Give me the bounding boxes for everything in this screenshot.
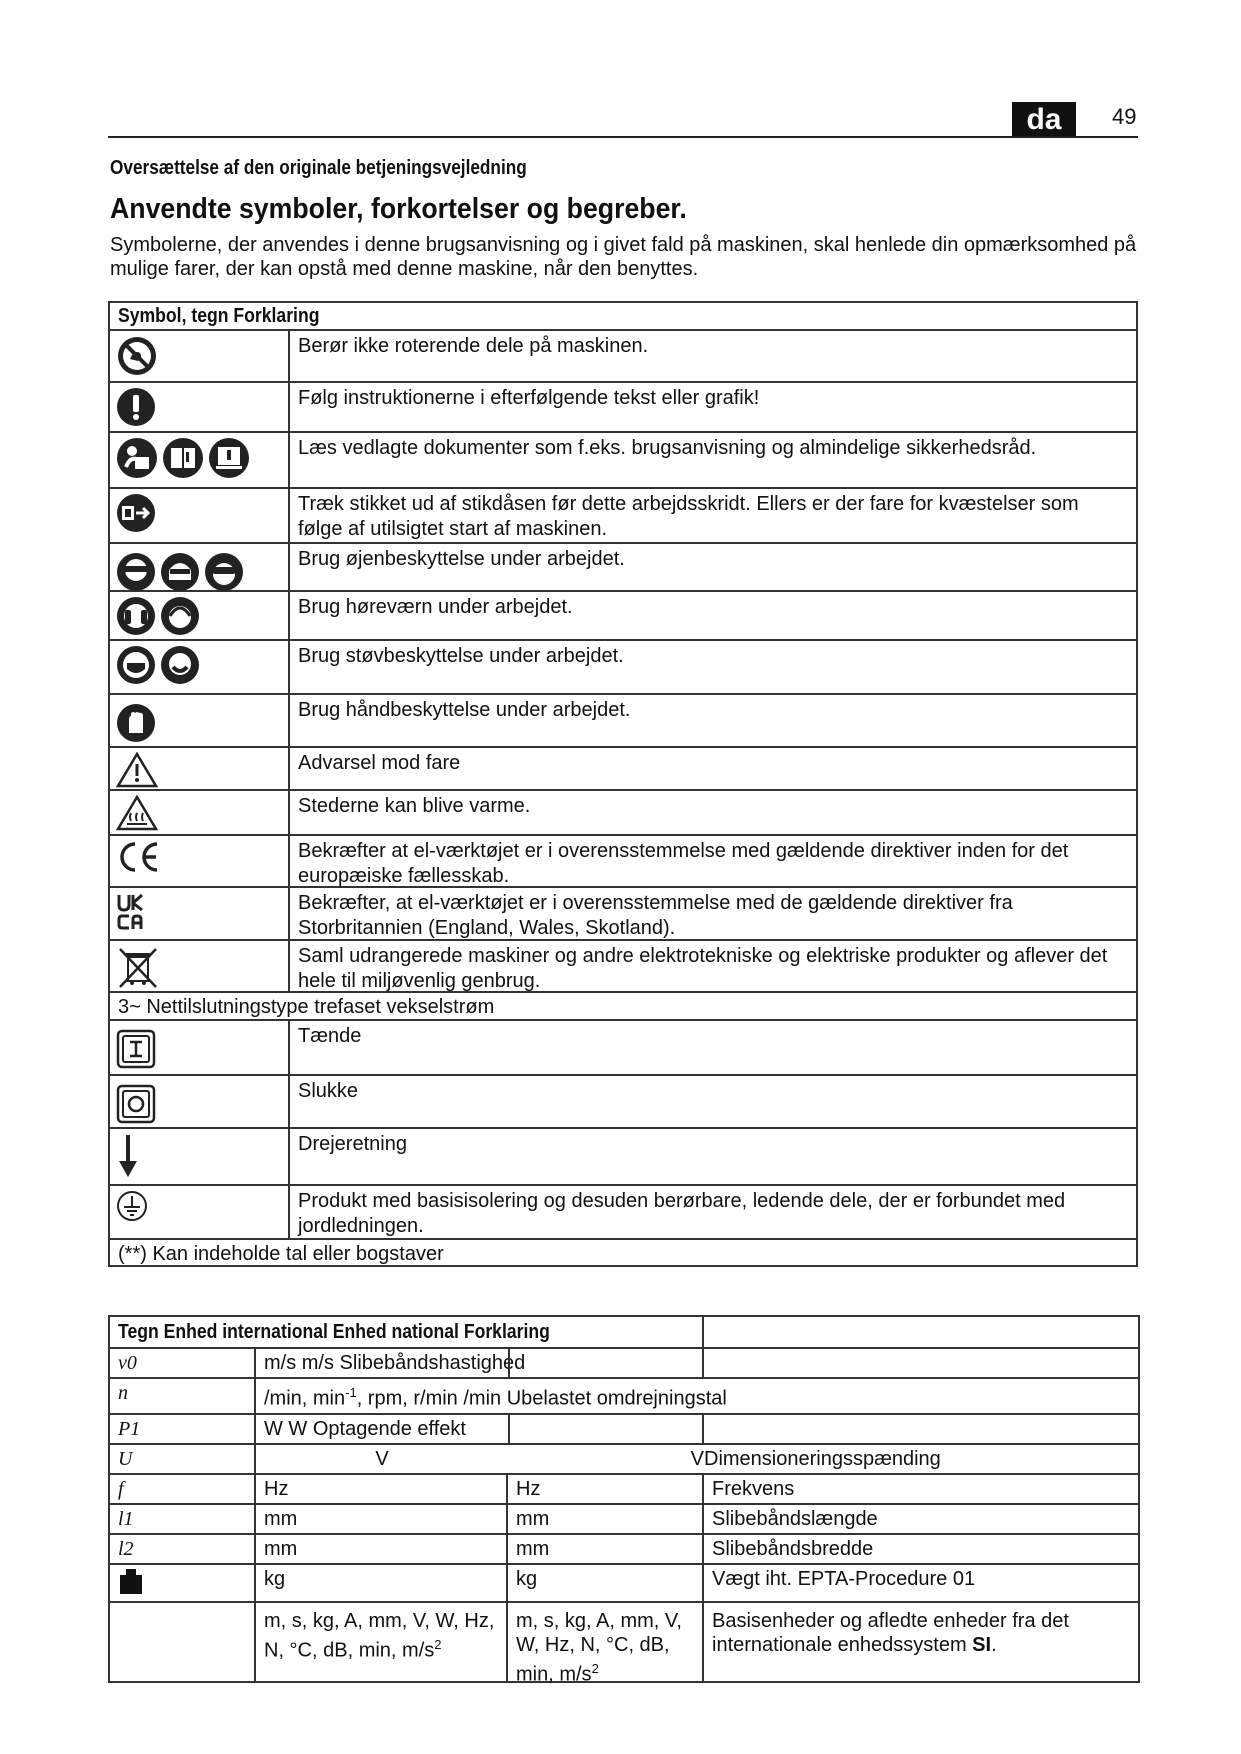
table-row	[110, 1503, 1138, 1533]
page-title: Anvendte symboler, forkortelser og begreber.	[110, 193, 687, 225]
switch-on-icon	[116, 1029, 156, 1069]
face-shield-icon	[160, 552, 200, 592]
table-row	[110, 1074, 1136, 1127]
table-row	[110, 639, 1136, 693]
explanation-text: Træk stikket ud af stikdåsen før dette arbejdsskridt. Ellers er der fare for kvæstelser som følge af utilsigtet start af maskinen.	[298, 493, 1079, 540]
table-row	[110, 886, 1136, 939]
explanation-text: Brug støvbeskyttelse under arbejdet.	[298, 645, 624, 667]
weee-bin-icon	[116, 945, 160, 991]
intl-unit-cell: V	[375, 1447, 389, 1470]
explanation-text: Berør ikke roterende dele på maskinen.	[298, 335, 649, 357]
intl-unit-cell: mm	[256, 1535, 508, 1563]
units-table-header: Tegn Enhed international Enhed national Forklaring	[110, 1317, 1138, 1347]
intl-unit-cell: kg	[256, 1565, 508, 1601]
description-cell: Vægt iht. EPTA-Procedure 01	[712, 1567, 976, 1590]
sign-cell: f	[110, 1475, 256, 1503]
table-row	[110, 1184, 1136, 1238]
national-unit-cell: kg	[508, 1565, 704, 1601]
document-subtitle: Oversættelse af den originale betjeningsvejledning	[110, 157, 527, 179]
table-row	[110, 1238, 1136, 1265]
table-row	[110, 693, 1136, 746]
manual-book-icon	[162, 437, 204, 479]
eye-protection-icon	[116, 552, 156, 592]
hot-surface-icon	[116, 795, 158, 831]
sign-cell: U	[110, 1445, 256, 1473]
read-manual-icon	[116, 437, 158, 479]
explanation-text: Drejeretning	[298, 1133, 407, 1155]
attention-icon	[116, 387, 156, 427]
explanation-text: Brug øjenbeskyttelse under arbejdet.	[298, 548, 625, 570]
explanation-text: Læs vedlagte dokumenter som f.eks. brugsanvisning og almindelige sikkerhedsråd.	[298, 437, 1037, 459]
explanation-text: Advarsel mod fare	[298, 752, 461, 774]
unplug-icon	[116, 493, 156, 533]
table-footnote: (**) Kan indeholde tal eller bogstaver	[118, 1243, 444, 1265]
ukca-mark-icon	[116, 892, 146, 932]
merged-cell: W W Optagende effekt	[264, 1417, 466, 1440]
table-row	[110, 487, 1136, 542]
power-type-text: 3~ Nettilslutningstype trefaset vekselstrøm	[118, 996, 495, 1018]
table-row	[110, 329, 1136, 381]
explanation-text: Saml udrangerede maskiner og andre elektrotekniske og elektriske produkter og aflever det hele til miljøvenlig genbrug.	[298, 945, 1108, 992]
explanation-text: Stederne kan blive varme.	[298, 795, 531, 817]
national-unit-cell: mm	[508, 1535, 704, 1563]
table-row	[110, 1019, 1136, 1074]
description-cell: Slibebåndsbredde	[712, 1537, 874, 1560]
language-badge: da	[1012, 102, 1076, 138]
sign-cell: P1	[110, 1415, 256, 1443]
table-row	[110, 381, 1136, 431]
symbols-table	[108, 301, 1138, 1267]
explanation-text: Følg instruktionerne i efterfølgende tekst eller grafik!	[298, 387, 760, 409]
national-unit-cell: mm	[508, 1505, 704, 1533]
explanation-text: Brug høreværn under arbejdet.	[298, 596, 573, 618]
weight-icon	[118, 1567, 144, 1595]
table-row	[110, 1377, 1138, 1413]
switch-off-icon	[116, 1084, 156, 1124]
table-row	[110, 1443, 1138, 1473]
national-unit-cell: m, s, kg, A, mm, V, W, Hz, N, °C, dB, min, $m/s^2$	[508, 1603, 704, 1681]
table-row	[110, 939, 1136, 991]
sign-cell: l1	[110, 1505, 256, 1533]
table-row	[110, 1533, 1138, 1563]
gloves-icon	[116, 703, 156, 743]
ear-muffs-icon	[160, 596, 200, 636]
table-row	[110, 1473, 1138, 1503]
sign-cell: n	[110, 1379, 256, 1413]
explanation-text: Produkt med basisisolering og desuden berørbare, ledende dele, der er forbundet med jordledningen.	[298, 1190, 1066, 1237]
description-cell: Basisenheder og afledte enheder fra det internationale enhedssystem SI.	[712, 1609, 1069, 1656]
header-rule	[108, 136, 1138, 138]
table-row	[110, 789, 1136, 834]
page-number: 49	[1112, 104, 1137, 129]
ce-mark-icon	[116, 840, 162, 874]
description-cell: Frekvens	[712, 1477, 795, 1500]
table-row	[110, 991, 1136, 1019]
table-row	[110, 1601, 1138, 1686]
symbols-table-header: Symbol, tegn Forklaring	[118, 304, 320, 327]
explanation-text: Brug håndbeskyttelse under arbejdet.	[298, 699, 631, 721]
merged-cell: m/s m/s Slibebåndshastighed	[264, 1352, 526, 1374]
respirator-icon	[160, 645, 200, 685]
manual-info-icon	[208, 437, 250, 479]
description-cell: Slibebåndslængde	[712, 1507, 878, 1530]
table-row	[110, 1563, 1138, 1601]
table-row	[110, 746, 1136, 789]
explanation-text: Bekræfter, at el-værktøjet er i overensstemmelse med de gældende direktiver fra Storbritannien (England, Wales, Skotland).	[298, 892, 1013, 939]
ear-protection-icon	[116, 596, 156, 636]
dust-mask-icon	[116, 645, 156, 685]
table-row	[110, 431, 1136, 487]
intl-unit-cell: m, s, kg, A, mm, V, W, Hz, N, °C, dB, min, $m/s^2$	[256, 1603, 508, 1681]
national-unit-cell: Hz	[508, 1475, 704, 1503]
national-unit-cell: V	[690, 1447, 704, 1470]
warning-triangle-icon	[116, 752, 158, 788]
explanation-text: Bekræfter at el-værktøjet er i overensstemmelse med gældende direktiver inden for det europæiske fællesskab.	[298, 840, 1069, 887]
table-row	[110, 542, 1136, 590]
table-row	[110, 834, 1136, 886]
intro-paragraph: Symbolerne, der anvendes i denne brugsanvisning og i givet fald på maskinen, skal henlede din opmærksomhed på mulige farer, der kan opstå med denne maskine, når den benyttes.	[110, 234, 1137, 280]
table-row	[110, 1127, 1136, 1184]
table-row	[110, 1413, 1138, 1443]
goggles-icon	[204, 552, 244, 592]
table-row	[110, 1347, 1138, 1377]
intl-unit-cell: Hz	[256, 1475, 508, 1503]
units-table	[108, 1315, 1140, 1686]
rotation-direction-icon	[116, 1133, 140, 1179]
merged-cell: /min, $\min^{-1}$, rpm, r/min /min Ubelastet omdrejningstal	[264, 1385, 727, 1410]
sign-cell: v0	[110, 1349, 256, 1377]
intl-unit-cell: mm	[256, 1505, 508, 1533]
table-row	[110, 590, 1136, 639]
sign-cell: l2	[110, 1535, 256, 1563]
explanation-text: Slukke	[298, 1080, 359, 1102]
description-cell: Dimensioneringsspænding	[704, 1447, 941, 1470]
no-touch-rotating-icon	[116, 335, 158, 377]
protective-earth-icon	[116, 1190, 148, 1222]
explanation-text: Tænde	[298, 1025, 362, 1047]
